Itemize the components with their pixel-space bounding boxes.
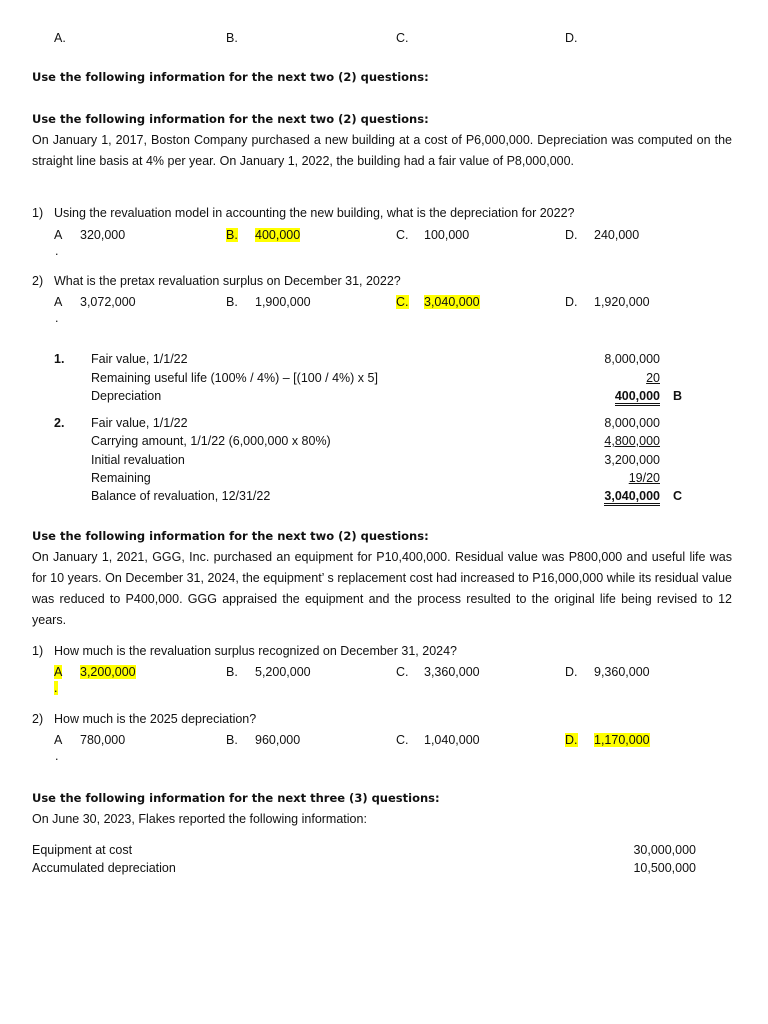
choice-value: 960,000	[255, 733, 301, 747]
info-amount: 30,000,000	[633, 843, 696, 857]
solution-label: Carrying amount, 1/1/22 (6,000,000 x 80%)	[91, 434, 331, 448]
answer-letter: B	[673, 389, 683, 403]
stray-period-selected: .	[54, 681, 58, 695]
choice-letter: B.	[226, 665, 238, 679]
stray-period: .	[55, 749, 59, 763]
info-amount: 10,500,000	[633, 861, 696, 875]
choice-letter-selected: D.	[565, 733, 578, 747]
choice-letter: C.	[396, 733, 409, 747]
solution-amount: 8,000,000	[604, 352, 660, 366]
info-label: Accumulated depreciation	[32, 861, 176, 875]
top-choice-c: C.	[396, 31, 409, 45]
problem-paragraph: On January 1, 2017, Boston Company purchased a new building at a cost of P6,000,000. Depreciation was computed on the straight line basis at 4% per year. On January 1, 2022, the building had a fair value of P8,000,000.	[32, 133, 732, 168]
solution-number: 1.	[54, 352, 65, 366]
choice-value-selected: 400,000	[255, 228, 301, 242]
solution-total: 400,000	[615, 389, 660, 406]
question-text: How much is the 2025 depreciation?	[54, 712, 257, 726]
stray-period: .	[55, 244, 59, 258]
solution-number: 2.	[54, 416, 65, 430]
choice-letter: B.	[226, 295, 238, 309]
top-choice-d: D.	[565, 31, 578, 45]
choice-value: 100,000	[424, 228, 470, 242]
problem-paragraph: On June 30, 2023, Flakes reported the following information:	[32, 812, 367, 826]
solution-amount: 3,200,000	[604, 453, 660, 467]
choice-value-selected: 3,040,000	[424, 295, 480, 309]
answer-letter: C	[673, 489, 683, 503]
question-number: 1)	[32, 644, 44, 658]
choice-letter: C.	[396, 228, 409, 242]
solution-label: Fair value, 1/1/22	[91, 416, 188, 430]
solution-label: Fair value, 1/1/22	[91, 352, 188, 366]
info-label: Equipment at cost	[32, 843, 133, 857]
choice-letter-selected: B.	[226, 228, 238, 242]
choice-value: 3,072,000	[80, 295, 136, 309]
question-number: 2)	[32, 712, 44, 726]
top-choice-a: A.	[54, 31, 66, 45]
choice-value: 1,900,000	[255, 295, 311, 309]
choice-value-selected: 1,170,000	[594, 733, 650, 747]
choice-letter: D.	[565, 665, 578, 679]
solution-label: Depreciation	[91, 389, 162, 403]
choice-letter: D.	[565, 295, 578, 309]
solution-amount: 8,000,000	[604, 416, 660, 430]
choice-value: 780,000	[80, 733, 126, 747]
question-text: How much is the revaluation surplus recognized on December 31, 2024?	[54, 644, 458, 658]
choice-value-selected: 3,200,000	[80, 665, 136, 679]
solution-amount: 4,800,000	[604, 434, 660, 448]
question-number: 2)	[32, 274, 44, 288]
solution-total: 3,040,000	[604, 489, 660, 506]
question-text: Using the revaluation model in accounting the new building, what is the depreciation for 2022?	[54, 206, 575, 220]
choice-value: 1,920,000	[594, 295, 650, 309]
choice-letter-selected: C.	[396, 295, 409, 309]
question-number: 1)	[32, 206, 44, 220]
choice-value: 240,000	[594, 228, 640, 242]
problem-paragraph: On January 1, 2021, GGG, Inc. purchased an equipment for P10,400,000. Residual value was P800,000 and useful life was for 10 years. On December 31, 2024, the equipment’ s replacement cost had increased to P16,000,000 while its residual value was reduced to P400,000. GGG appraised the equipment and the process resulted to the original life being revised to 12 years.	[32, 550, 732, 627]
choice-letter: A	[54, 733, 63, 747]
choice-letter: B.	[226, 733, 238, 747]
solution-label: Balance of revaluation, 12/31/22	[91, 489, 271, 503]
choice-value: 3,360,000	[424, 665, 480, 679]
solution-label: Remaining	[91, 471, 151, 485]
choice-value: 320,000	[80, 228, 126, 242]
solution-label: Remaining useful life (100% / 4%) – [(100 / 4%) x 5]	[91, 371, 378, 385]
section-header: Use the following information for the next two (2) questions:	[32, 70, 429, 84]
section-header: Use the following information for the next two (2) questions:	[32, 529, 429, 543]
choice-letter-selected: A	[54, 665, 63, 679]
section-header: Use the following information for the next two (2) questions:	[32, 112, 429, 126]
solution-amount: 20	[646, 371, 660, 385]
stray-period: .	[55, 311, 59, 325]
solution-amount: 19/20	[628, 471, 660, 485]
choice-letter: A	[54, 228, 63, 242]
question-text: What is the pretax revaluation surplus on December 31, 2022?	[54, 274, 401, 288]
solution-label: Initial revaluation	[91, 453, 185, 467]
section-header: Use the following information for the next three (3) questions:	[32, 791, 440, 805]
choice-value: 5,200,000	[255, 665, 311, 679]
choice-value: 9,360,000	[594, 665, 650, 679]
choice-letter: D.	[565, 228, 578, 242]
choice-letter: A	[54, 295, 63, 309]
top-choice-b: B.	[226, 31, 238, 45]
choice-letter: C.	[396, 665, 409, 679]
choice-value: 1,040,000	[424, 733, 480, 747]
